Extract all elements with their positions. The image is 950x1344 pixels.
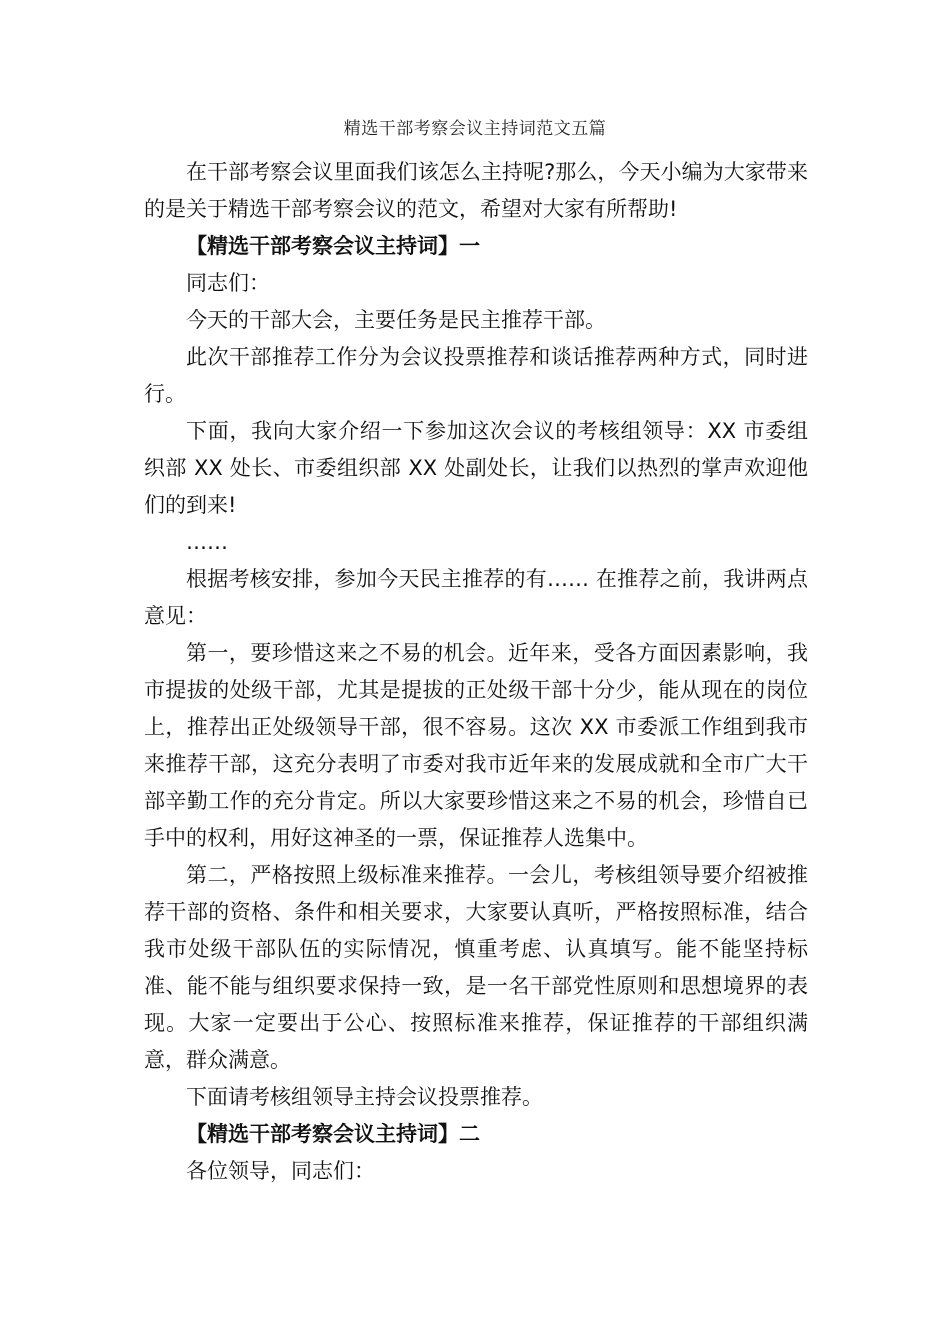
body-paragraph: 根据考核安排，参加今天民主推荐的有…… 在推荐之前，我讲两点意见： (144, 567, 808, 628)
salutation: 同志们： (186, 271, 270, 295)
point-one-paragraph: 第一，要珍惜这来之不易的机会。近年来，受各方面因素影响，我市提拔的处级干部，尤其是提拔的正处级干部十分少，能从现在的岗位上，推荐出正处级领导干部，很不容易。这次 XX 市委派工作组到我市来推荐干部，这充分表明了市委对我市近年来的发展成就和全市广大干部辛勤工作的充分肯定。所以大家要珍惜这来之不易的机会，珍惜自已手中的权利，用好这神圣的一票，保证推荐人选集中。 (144, 641, 808, 850)
body-paragraph: 下面，我向大家介绍一下参加这次会议的考核组领导：XX 市委组织部 XX 处长、市委组织部 XX 处副处长，让我们以热烈的掌声欢迎他们的到来! (144, 419, 808, 517)
salutation: 各位领导，同志们： (186, 1159, 375, 1183)
section-heading-one: 【精选干部考察会议主持词】一 (186, 234, 480, 258)
document-body (144, 154, 808, 1190)
document-title: 精选干部考察会议主持词范文五篇 (343, 119, 607, 139)
body-paragraph: 今天的干部大会，主要任务是民主推荐干部。 (186, 308, 606, 332)
section-heading-two: 【精选干部考察会议主持词】二 (186, 1122, 480, 1146)
point-two-paragraph: 第二，严格按照上级标准来推荐。一会儿，考核组领导要介绍被推荐干部的资格、条件和相关要求，大家要认真听，严格按照标准，结合我市处级干部队伍的实际情况，慎重考虑、认真填写。能不能坚持标准、能不能与组织要求保持一致，是一名干部党性原则和思想境界的表现。大家一定要出于公心、按照标准来推荐，保证推荐的干部组织满意，群众满意。 (144, 863, 808, 1072)
body-paragraph: 此次干部推荐工作分为会议投票推荐和谈话推荐两种方式，同时进行。 (144, 345, 808, 406)
intro-paragraph: 在干部考察会议里面我们该怎么主持呢?那么，今天小编为大家带来的是关于精选干部考察会议的范文，希望对大家有所帮助! (144, 160, 808, 221)
body-paragraph: 下面请考核组领导主持会议投票推荐。 (186, 1085, 543, 1109)
ellipsis-line: …… (186, 530, 228, 554)
